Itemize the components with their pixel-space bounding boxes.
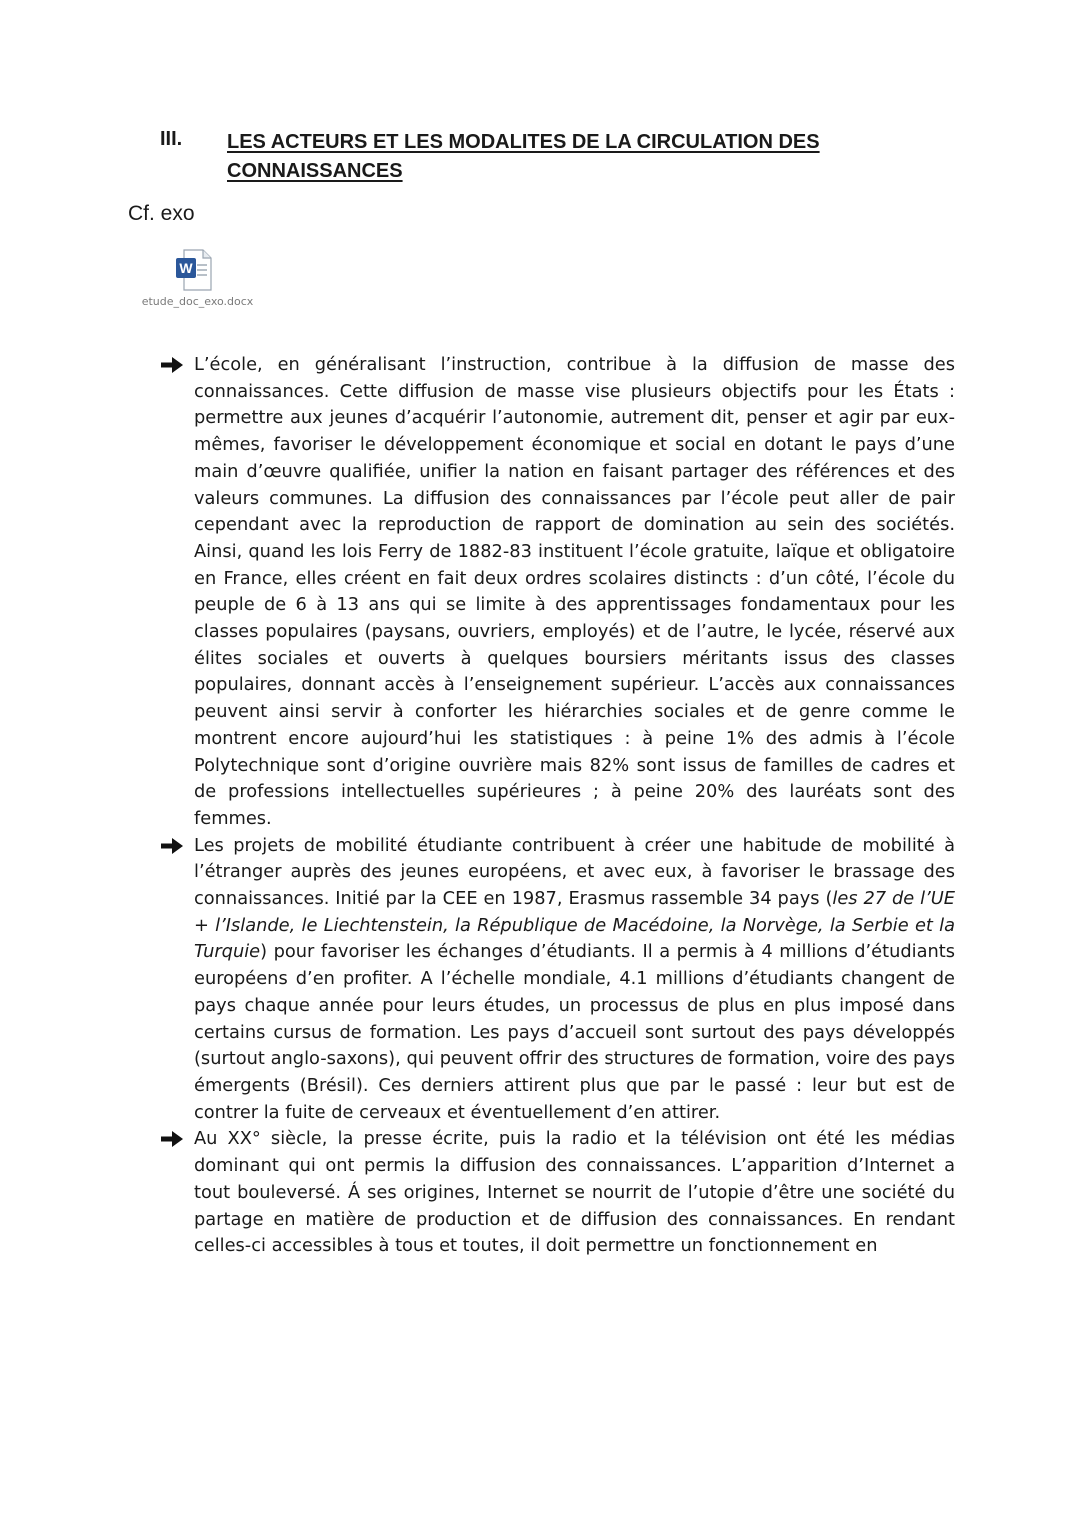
bullet-text-part: ) pour favoriser les échanges d’étudiants. Il a permis à 4 millions d’étudiants européens d’en profiter. A l’échelle mondiale, 4.1 millions d’étudiants changent de pays chaque année pour leurs études, un processus de plus en plus imposé dans certains cursus de formation. Les pays d’accueil sont surtout des pays développés (surtout anglo-saxons), qui peuvent offrir des structures de formation, voire des pays émergents (Brésil). Ces derniers attirent plus que par le passé : leur but est de contrer la fuite de cerveaux et éventuellement d’en attirer.: [194, 941, 955, 1123]
bullet-text-part: Les projets de mobilité étudiante contribuent à créer une habitude de mobilité à l’étranger auprès des jeunes européens, et avec eux, à favoriser le brassage des connaissances. Initié par la CEE en 1987, Erasmus rassemble 34 pays (: [194, 834, 955, 910]
word-icon-letter: W: [179, 260, 193, 276]
section-title: LES ACTEURS ET LES MODALITES DE LA CIRCULATION DES CONNAISSANCES: [227, 131, 820, 182]
reference-label: Cf. exo: [128, 202, 195, 225]
bullet-text-italic: les 27 de l’UE + l’Islande, le Liechtenstein, la République de Macédoine, la Norvège, la Serbie et la Turquie: [194, 888, 955, 963]
arrow-right-icon: [160, 1130, 184, 1148]
embedded-attachment[interactable]: [120, 244, 280, 334]
bullet-text: [194, 833, 955, 1127]
word-document-icon: [175, 248, 213, 292]
bullet-item-mobility: [160, 833, 955, 1127]
bullet-list: [160, 352, 955, 1260]
bullet-text: Au XX° siècle, la presse écrite, puis la radio et la télévision ont été les médias dominant qui ont permis la diffusion des connaissances. L’apparition d’Internet a tout bouleversé. Á ses origines, Internet se nourrit de l’utopie d’être une société du partage en matière de production et de diffusion des connaissances. En rendant celles-ci accessibles à tous et toutes, il doit permettre un fonctionnement en: [194, 1128, 955, 1257]
attachment-filename[interactable]: etude_doc_exo.docx: [141, 295, 254, 308]
arrow-right-icon: [160, 356, 184, 374]
bullet-item-media: [160, 1126, 955, 1260]
bullet-item-school: [160, 352, 955, 833]
bullet-text: L’école, en généralisant l’instruction, contribue à la diffusion de masse des connaissances. Cette diffusion de masse vise plusieurs objectifs pour les États : permettre aux jeunes d’acquérir l’autonomie, autrement dit, penser et agir par eux-mêmes, favoriser le développement économique et social en dotant le pays d’une main d’œuvre qualifiée, unifier la nation en faisant partager des références et des valeurs communes. La diffusion des connaissances par l’école peut aller de pair cependant avec la reproduction de rapport de domination au sein des sociétés. Ainsi, quand les lois Ferry de 1882-83 instituent l’école gratuite, laïque et obligatoire en France, elles créent en fait deux ordres scolaires distincts : d’un côté, l’école du peuple de 6 à 13 ans qui se limite à des apprentissages fondamentaux pour les classes populaires (paysans, ouvriers, employés) et de l’autre, le lycée, réservé aux élites sociales et ouverts à quelques boursiers méritants issus des classes populaires, donnant accès à l’enseignement supérieur. L’accès aux connaissances peuvent ainsi servir à conforter les hiérarchies sociales et de genre comme le montrent encore aujourd’hui les statistiques : à peine 1% des admis à l’école Polytechnique sont d’origine ouvrière mais 82% sont issus de familles de cadres et de professions intellectuelles supérieures ; à peine 20% des lauréats sont des femmes.: [194, 354, 955, 829]
section-number: III.: [160, 128, 183, 150]
arrow-right-icon: [160, 837, 184, 855]
